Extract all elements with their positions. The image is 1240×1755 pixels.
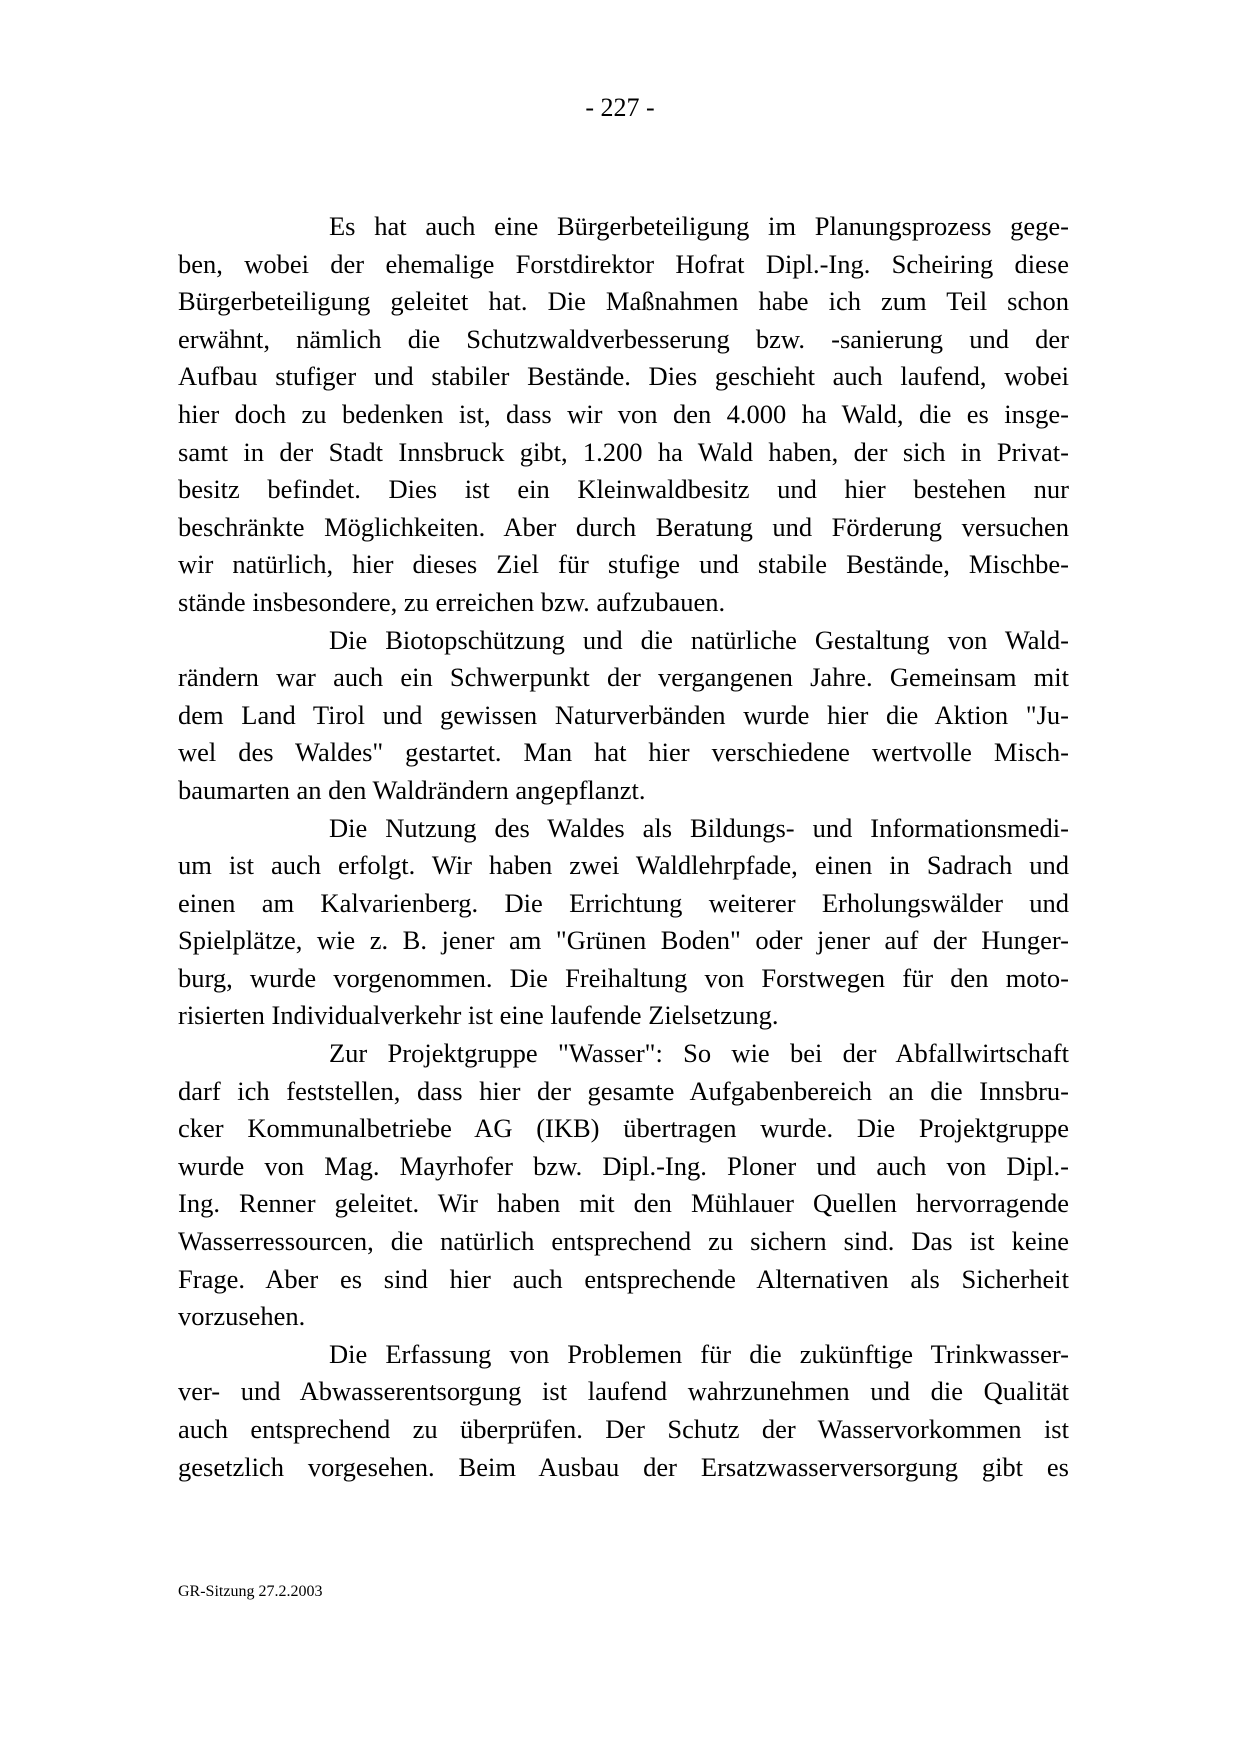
paragraph [178,810,1069,1036]
text-line: hier doch zu bedenken ist, dass wir von den 4.000 ha Wald, die es insge- [178,398,1069,429]
text-line: Die Biotopschützung und die natürliche Gestaltung von Wald- [329,624,1069,655]
text-line: ver- und Abwasserentsorgung ist laufend wahrzunehmen und die Qualität [178,1376,1069,1407]
text-line: Spielplätze, wie z. B. jener am "Grünen Boden" oder jener auf der Hunger- [178,925,1069,956]
text-line: Ing. Renner geleitet. Wir haben mit den Mühlauer Quellen hervorragende [178,1188,1069,1219]
text-line: einen am Kalvarienberg. Die Errichtung weiterer Erholungswälder und [178,887,1069,918]
text-line: beschränkte Möglichkeiten. Aber durch Beratung und Förderung versuchen [178,511,1069,542]
text-line: wir natürlich, hier dieses Ziel für stufige und stabile Bestände, Mischbe- [178,549,1069,580]
text-line: rändern war auch ein Schwerpunkt der vergangenen Jahre. Gemeinsam mit [178,662,1069,693]
text-line: Bürgerbeteiligung geleitet hat. Die Maßnahmen habe ich zum Teil schon [178,286,1069,317]
text-line: dem Land Tirol und gewissen Naturverbänden wurde hier die Aktion "Ju- [178,699,1069,730]
text-line: Wasserressourcen, die natürlich entsprechend zu sichern sind. Das ist keine [178,1226,1069,1257]
text-line: Frage. Aber es sind hier auch entsprechende Alternativen als Sicherheit [178,1263,1069,1294]
text-line: gesetzlich vorgesehen. Beim Ausbau der Ersatzwasserversorgung gibt es [178,1451,1069,1482]
text-line: erwähnt, nämlich die Schutzwaldverbesserung bzw. -sanierung und der [178,323,1069,354]
footer-session-date: GR-Sitzung 27.2.2003 [178,1583,323,1600]
text-line: Aufbau stufiger und stabiler Bestände. Dies geschieht auch laufend, wobei [178,361,1069,392]
body-text [178,208,1069,1486]
text-line: auch entsprechend zu überprüfen. Der Schutz der Wasservorkommen ist [178,1414,1069,1444]
page-number: - 227 - [585,93,655,122]
text-line: Die Nutzung des Waldes als Bildungs- und Informationsmedi- [329,812,1069,843]
text-line: wel des Waldes" gestartet. Man hat hier verschiedene wertvolle Misch- [178,737,1069,768]
paragraph [178,208,1069,622]
text-line: besitz befindet. Dies ist ein Kleinwaldbesitz und hier bestehen nur [178,474,1069,505]
text-line: wurde von Mag. Mayrhofer bzw. Dipl.-Ing. Ploner und auch von Dipl.- [178,1150,1069,1181]
text-line: ben, wobei der ehemalige Forstdirektor Hofrat Dipl.-Ing. Scheiring diese [178,248,1069,279]
text-line: Zur Projektgruppe "Wasser": So wie bei der Abfallwirtschaft [329,1038,1069,1069]
text-line: um ist auch erfolgt. Wir haben zwei Waldlehrpfade, einen in Sadrach und [178,850,1069,881]
text-line: cker Kommunalbetriebe AG (IKB) übertragen wurde. Die Projektgruppe [178,1113,1069,1144]
paragraph [178,1035,1069,1336]
text-line: burg, wurde vorgenommen. Die Freihaltung von Forstwegen für den moto- [178,962,1069,993]
text-line: vorzusehen. [178,1301,306,1332]
text-line: stände insbesondere, zu erreichen bzw. aufzubauen. [178,586,726,617]
text-line: risierten Individualverkehr ist eine laufende Zielsetzung. [178,1000,779,1031]
text-line: Die Erfassung von Problemen für die zukünftige Trinkwasser- [329,1338,1069,1369]
text-line: Es hat auch eine Bürgerbeteiligung im Planungsprozess gege- [329,211,1069,241]
text-line: samt in der Stadt Innsbruck gibt, 1.200 ha Wald haben, der sich in Privat- [178,436,1069,467]
text-line: darf ich feststellen, dass hier der gesamte Aufgabenbereich an die Innsbru- [178,1075,1069,1106]
text-line: baumarten an den Waldrändern angepflanzt. [178,774,646,805]
paragraph [178,1336,1069,1486]
paragraph [178,622,1069,810]
